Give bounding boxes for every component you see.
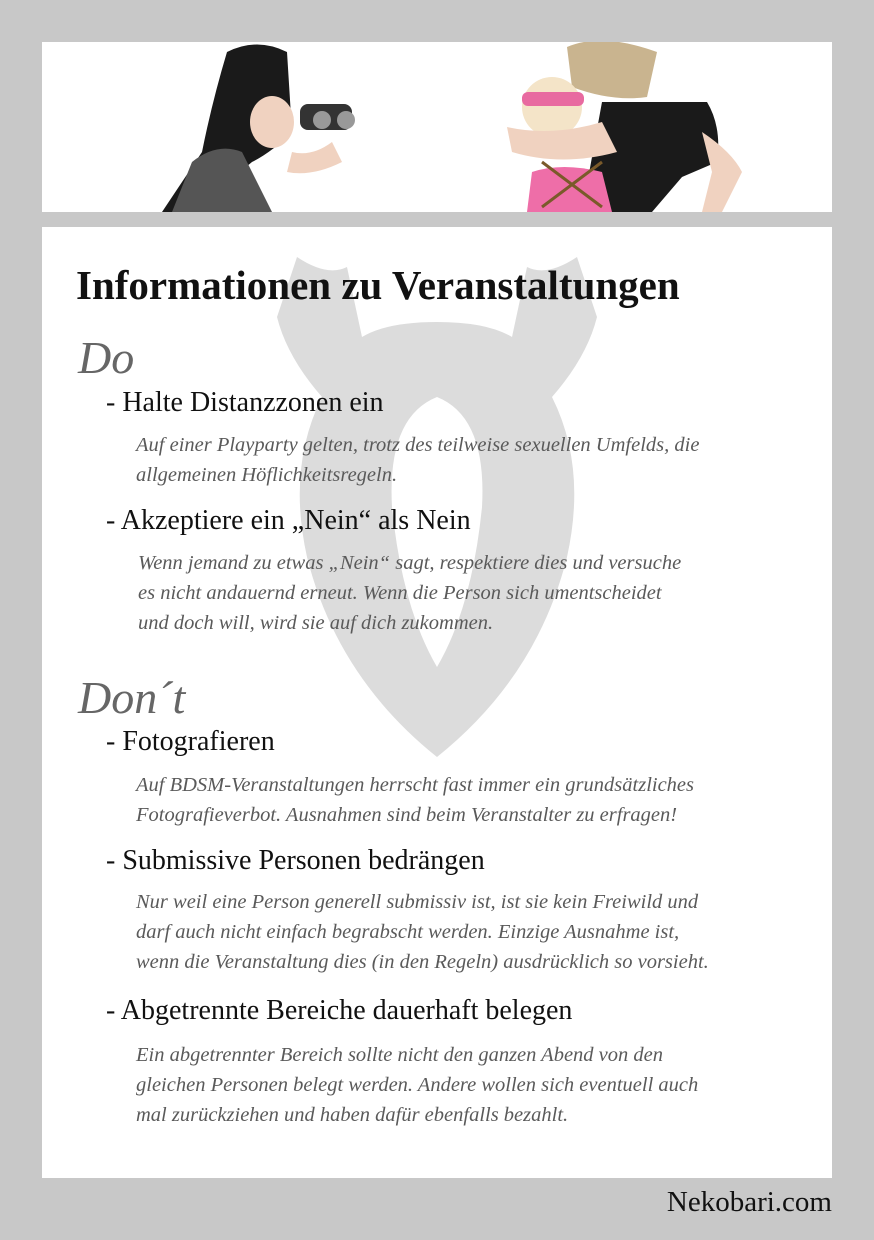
do-heading: Do xyxy=(78,332,135,383)
dont-item-title: - Submissive Personen bedrängen xyxy=(106,845,485,876)
text-line: Auf BDSM-Veranstaltungen herrscht fast immer ein grundsätzliches xyxy=(136,774,695,796)
dont-item-text xyxy=(136,1040,698,1130)
dont-item-title: - Fotografieren xyxy=(106,726,275,757)
do-item-text xyxy=(138,548,681,638)
dont-item-title: - Abgetrennte Bereiche dauerhaft belegen xyxy=(106,995,573,1026)
dont-heading: Don´t xyxy=(78,672,186,723)
banner-illustrations xyxy=(42,42,832,212)
text-line: Fotografieverbot. Ausnahmen sind beim Veranstalter zu erfragen! xyxy=(136,804,678,826)
text-line: darf auch nicht einfach begrabscht werden. Einzige Ausnahme ist, xyxy=(136,921,680,943)
do-item-title: - Halte Distanzzonen ein xyxy=(106,387,384,418)
dont-item-text xyxy=(136,887,709,977)
text-line: und doch will, wird sie auf dich zukommen. xyxy=(138,612,494,634)
text-line: Ein abgetrennter Bereich sollte nicht den ganzen Abend von den xyxy=(136,1044,663,1066)
text-line: es nicht andauernd erneut. Wenn die Person sich umentscheidet xyxy=(138,582,662,604)
info-panel xyxy=(42,227,832,1178)
do-item-title: - Akzeptiere ein „Nein“ als Nein xyxy=(106,505,471,536)
do-item-text xyxy=(136,430,699,490)
dont-item-text xyxy=(136,770,694,830)
text-line: allgemeinen Höflichkeitsregeln. xyxy=(136,464,398,486)
text-line: Auf einer Playparty gelten, trotz des teilweise sexuellen Umfelds, die xyxy=(136,434,700,456)
couple-bondage-illustration xyxy=(507,42,742,212)
text-line: wenn die Veranstaltung dies (in den Regeln) ausdrücklich so vorsieht. xyxy=(136,951,709,973)
text-line: Nur weil eine Person generell submissiv ist, ist sie kein Freiwild und xyxy=(136,891,699,913)
page-title: Informationen zu Veranstaltungen xyxy=(76,262,680,308)
girl-with-camera-illustration xyxy=(162,45,355,213)
text-line: mal zurückziehen und haben dafür ebenfalls bezahlt. xyxy=(136,1104,569,1126)
website-footer: Nekobari.com xyxy=(666,1186,832,1218)
text-line: gleichen Personen belegt werden. Andere wollen sich eventuell auch xyxy=(136,1074,699,1096)
text-line: Wenn jemand zu etwas „Nein“ sagt, respektiere dies und versuche xyxy=(138,552,682,574)
header-banner xyxy=(42,42,832,212)
